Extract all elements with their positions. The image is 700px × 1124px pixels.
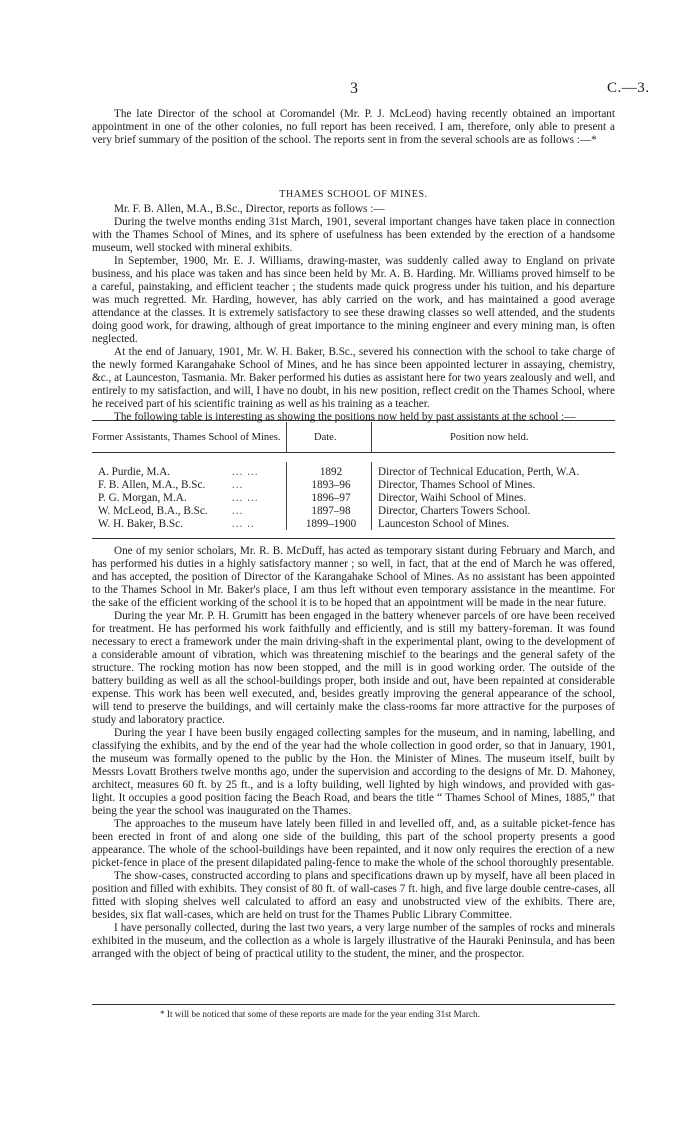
page-reference: C.—3. bbox=[607, 80, 650, 96]
table-row bbox=[92, 492, 615, 505]
assistant-name: P. G. Morgan, M.A. bbox=[98, 492, 187, 504]
assistant-date: 1892 bbox=[319, 466, 343, 478]
assistant-name: A. Purdie, M.A. bbox=[98, 466, 171, 478]
leader-dots: ... bbox=[232, 479, 244, 491]
intro-paragraph-block bbox=[92, 108, 615, 147]
assistant-date: 1893–96 bbox=[311, 479, 351, 491]
table-row bbox=[92, 479, 615, 492]
table-divider bbox=[371, 422, 372, 452]
leader-dots: ... ... bbox=[232, 492, 259, 504]
assistant-position: Director of Technical Education, Perth, W.A. bbox=[378, 466, 580, 478]
assistant-name: W. H. Baker, B.Sc. bbox=[98, 518, 183, 530]
table-header-rule bbox=[92, 452, 615, 453]
assistant-position: Launceston School of Mines. bbox=[378, 518, 510, 530]
table-row bbox=[92, 518, 615, 531]
paragraph: The show-cases, constructed according to plans and specifications drawn up by myself, have all been placed in position and filled with exhibits. They consist of 80 ft. of wall-cases 7 ft. high, and five large double centre-cases, all fitted with sloping shelves well calculated to afford an easy and unobstructed view of the exhibits. There are, besides, six flat wall-cases, which are held on trust for the Thames Public Library Committee. bbox=[92, 870, 615, 921]
table-row bbox=[92, 505, 615, 518]
intro-paragraph: The late Director of the school at Coromandel (Mr. P. J. McLeod) having recently obtained an important appointment in one of the other colonies, no full report has been received. I am, therefore, only able to present a very brief summary of the position of the school. The reports sent in from the several schools are as follows :—* bbox=[92, 108, 615, 146]
leader-dots: ... ... bbox=[232, 466, 259, 478]
body-text-top bbox=[92, 203, 615, 424]
leader-dots: ... bbox=[232, 505, 244, 517]
assistant-position: Director, Charters Towers School. bbox=[378, 505, 531, 517]
paragraph: The approaches to the museum have lately been filled in and levelled off, and, as a suitable picket-fence has been erected in front of and along one side of the building, this part of the school property presents a good appearance. The whole of the school-buildings have been repainted, and it now only requires the erection of a new picket-fence in place of the present dilapidated paling-fence to make the whole of the school thoroughly presentable. bbox=[92, 818, 615, 869]
column-header-position: Position now held. bbox=[450, 432, 529, 443]
section-heading: THAMES SCHOOL OF MINES. bbox=[279, 189, 428, 200]
paragraph: Mr. F. B. Allen, M.A., B.Sc., Director, reports as follows :— bbox=[114, 203, 385, 215]
column-header-date: Date. bbox=[314, 432, 337, 443]
assistant-date: 1899–1900 bbox=[305, 518, 357, 530]
table-divider bbox=[286, 422, 287, 452]
footnote-rule bbox=[92, 1004, 615, 1005]
paragraph: In September, 1900, Mr. E. J. Williams, drawing-master, was suddenly called away to England on private business, and his place was taken and has since been held by Mr. A. B. Harding. Mr. Williams proved himself to be a careful, painstaking, and efficient teacher ; the students made quick progress under his tuition, and his departure was much regretted. Mr. Harding, however, has ably carried on the work, and has maintained a good average attendance at the classes. It is extremely satisfactory to see these drawing classes so well attended, and the students doing good work, for drawing, although of great importance to the mining engineer and every mining man, is often neglected. bbox=[92, 255, 615, 345]
footnote: * It will be noticed that some of these reports are made for the year ending 31st March. bbox=[160, 1009, 480, 1019]
assistant-date: 1897–98 bbox=[311, 505, 351, 517]
paragraph: During the year Mr. P. H. Grumitt has been engaged in the battery whenever parcels of ore have been received for treatment. He has performed his work faithfully and efficiently, and is still my battery-foreman. It was found necessary to erect a framework under the main driving-shaft in the experimental plant, owing to the development of a considerable amount of vibration, which was threatening mischief to the bearings and the general safety of the structure. The rocking motion has now been stopped, and the mill is in good working order. The outside of the battery building as well as all the school-buildings proper, both inside and out, have been repainted at considerable expense. This work has been well executed, and, besides greatly improving the general appearance of the school, will tend to preserve the buildings, and will certainly make the class-rooms far more attractive for the purposes of study and laboratory practice. bbox=[92, 610, 615, 726]
table-bottom-rule bbox=[92, 538, 615, 539]
table-row bbox=[92, 466, 615, 479]
assistant-position: Director, Waihi School of Mines. bbox=[378, 492, 527, 504]
body-text-bottom bbox=[92, 545, 615, 961]
paragraph: I have personally collected, during the last two years, a very large number of the samples of rocks and minerals exhibited in the museum, and the collection as a whole is largely illustrative of the Hauraki Peninsula, and has been arranged with the object of being of practical utility to the student, the miner, and the prospector. bbox=[92, 922, 615, 960]
assistant-name: W. McLeod, B.A., B.Sc. bbox=[98, 505, 208, 517]
paragraph: At the end of January, 1901, Mr. W. H. Baker, B.Sc., severed his connection with the school to take charge of the newly formed Karangahake School of Mines, and he has since been appointed lecturer in assaying, chemistry, &c., at Launceston, Tasmania. Mr. Baker performed his duties as assistant here for two years zealously and well, and entirely to my satisfaction, and will, I have no doubt, in his new position, reflect credit on the Thames School, where he received part of his scientific training as well as his training as a teacher. bbox=[92, 346, 615, 410]
assistant-date: 1896–97 bbox=[311, 492, 351, 504]
assistant-name: F. B. Allen, M.A., B.Sc. bbox=[98, 479, 206, 491]
paragraph: During the twelve months ending 31st March, 1901, several important changes have taken place in connection with the Thames School of Mines, and its sphere of usefulness has been extended by the erection of a handsome museum, well stocked with mineral exhibits. bbox=[92, 216, 615, 254]
paragraph: During the year I have been busily engaged collecting samples for the museum, and in naming, labelling, and classifying the exhibits, and by the end of the year had the whole collection in good order, so that in January, 1901, the museum was formally opened to the public by the Hon. the Minister of Mines. The museum itself, built by Messrs Lovatt Brothers twelve months ago, under the supervision and according to the designs of Mr. D. Mahoney, architect, measures 60 ft. by 25 ft., and is a lofty building, well lighted by high windows, and provided with gas-light. It occupies a good position facing the Beach Road, and bears the title “ Thames School of Mines, 1885,” that being the year the school was inaugurated on the Thames. bbox=[92, 727, 615, 817]
paragraph: One of my senior scholars, Mr. R. B. McDuff, has acted as temporary sistant during February and March, and has performed his duties in a highly satisfactory manner ; so well, in fact, that at the end of March he was offered, and has accepted, the position of Director of the Karangahake School of Mines. As no assistant has been appointed to the Thames School in Mr. Baker's place, I am thus left without even temporary assistance in the meantime. For the sake of the efficient working of the school it is to be hoped that an appointment will be made in the near future. bbox=[92, 545, 615, 609]
leader-dots: ... .. bbox=[232, 518, 255, 530]
page-number: 3 bbox=[350, 80, 358, 97]
column-header-name: Former Assistants, Thames School of Mines. bbox=[92, 432, 281, 443]
table-top-rule bbox=[92, 420, 615, 421]
assistant-position: Director, Thames School of Mines. bbox=[378, 479, 536, 491]
paragraph: The following table is interesting as showing the positions now held by past assistants at the school :— bbox=[114, 411, 576, 423]
